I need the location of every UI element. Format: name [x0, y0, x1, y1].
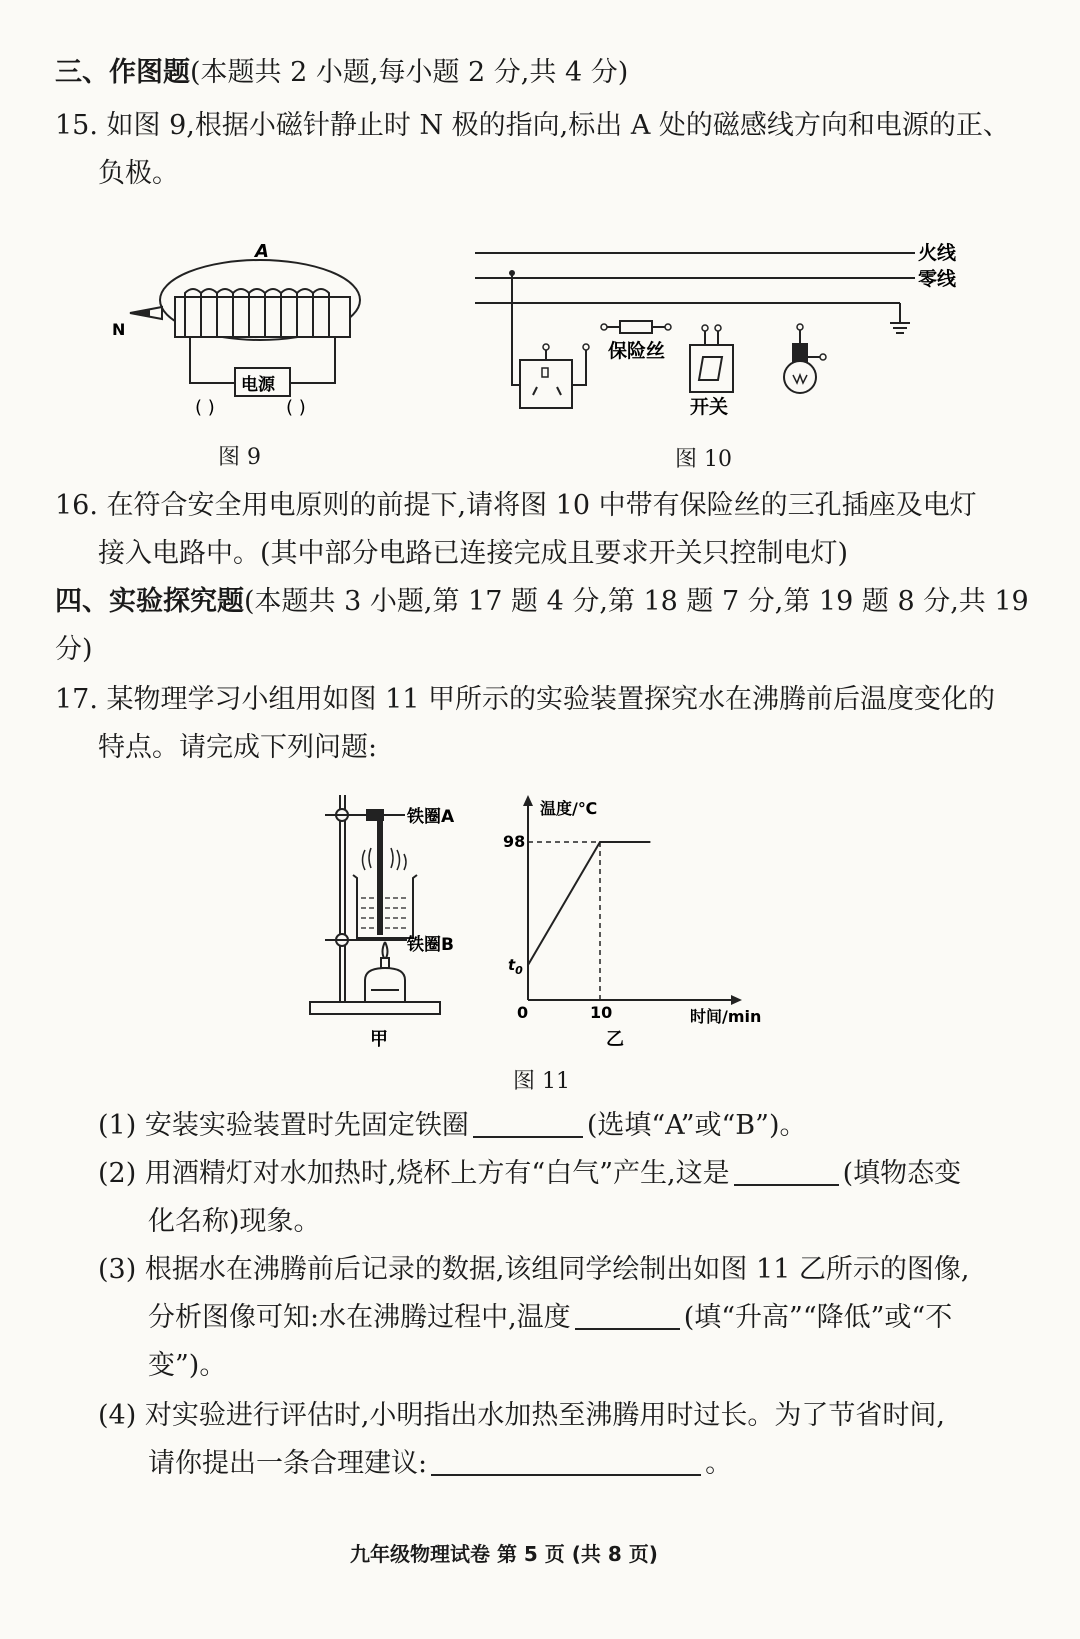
section-4-info: (本题共 3 小题,第 17 题 4 分,第 18 题 7 分,第 19 题 8 分,共 19	[244, 586, 1029, 617]
sub4-end: 。	[705, 1448, 733, 1479]
power-paren-left: ( )	[195, 397, 215, 418]
sub3-line1: (3) 根据水在沸腾前后记录的数据,该组同学绘制出如图 11 乙所示的图像,	[98, 1254, 970, 1285]
x-axis-arrow	[731, 995, 742, 1005]
sub2-hint: (填物态变	[842, 1158, 962, 1189]
figure-10	[470, 235, 990, 435]
sub2-line2: 化名称)现象。	[148, 1206, 321, 1237]
live-label: 火线	[918, 242, 957, 264]
fig9-label-n: N	[112, 320, 126, 339]
alcohol-lamp-icon	[365, 942, 405, 1002]
apparatus-label-jia: 甲	[370, 1029, 388, 1050]
temperature-line	[528, 842, 650, 965]
fig9-caption: 图 9	[218, 445, 261, 470]
figure-11-chart	[500, 790, 780, 1050]
sub1-line	[98, 1108, 1080, 1144]
sub3-text: 分析图像可知:水在沸腾过程中,温度	[148, 1302, 571, 1333]
y-axis-arrow	[523, 795, 533, 806]
steam-icon	[363, 848, 407, 870]
q15-line1: 15. 如图 9,根据小磁针静止时 N 极的指向,标出 A 处的磁感线方向和电源的正、	[55, 110, 1010, 141]
sub4-line1: (4) 对实验进行评估时,小明指出水加热至沸腾用时过长。为了节省时间,	[98, 1400, 945, 1431]
circuit-wire-right	[290, 337, 335, 383]
section-3-info: (本题共 2 小题,每小题 2 分,共 4 分)	[190, 57, 629, 88]
three-hole-socket	[520, 344, 589, 408]
ring-b-label: 铁圈B	[407, 935, 454, 955]
q17-line1: 17. 某物理学习小组用如图 11 甲所示的实验装置探究水在沸腾前后温度变化的	[55, 684, 996, 715]
switch-label: 开关	[690, 396, 729, 418]
circuit-wire	[190, 337, 235, 383]
answer-blank-2[interactable]	[734, 1156, 839, 1186]
sub4-line2	[148, 1446, 1080, 1482]
power-paren-right: ( )	[286, 397, 306, 418]
sub3-line2	[148, 1300, 1080, 1336]
page-footer: 九年级物理试卷 第 5 页 (共 8 页)	[350, 1542, 658, 1566]
fig10-caption: 图 10	[675, 447, 732, 472]
section-3-title: 三、作图题	[55, 57, 190, 88]
section-4-heading	[55, 584, 1080, 620]
section-4-info-cont: 分)	[55, 634, 93, 665]
fig9-label-a: A	[255, 241, 269, 262]
q16-line2: 接入电路中。(其中部分电路已连接完成且要求开关只控制电灯)	[98, 538, 849, 569]
socket-ground-wire	[512, 273, 520, 385]
clamp-a	[325, 809, 405, 821]
y-tick-98: 98	[503, 832, 526, 851]
clamp-b	[325, 934, 407, 946]
q17-line2: 特点。请完成下列问题:	[98, 732, 378, 763]
answer-blank-4[interactable]	[431, 1446, 701, 1476]
figure-11-apparatus	[305, 790, 485, 1085]
section-4-title: 四、实验探究题	[55, 586, 244, 617]
fuse-icon	[601, 321, 671, 333]
switch-icon	[690, 325, 733, 392]
figure-9	[100, 235, 400, 435]
answer-blank-3[interactable]	[575, 1300, 680, 1330]
fuse-label: 保险丝	[608, 340, 666, 362]
answer-blank-1[interactable]	[473, 1108, 583, 1138]
sub1-hint: (选填“A”或“B”)。	[586, 1110, 807, 1141]
y-axis-label: 温度/℃	[540, 799, 598, 818]
y-tick-t0: $t_0$	[508, 956, 523, 977]
neutral-label: 零线	[918, 268, 957, 290]
compass-needle	[130, 307, 162, 319]
origin-label: 0	[517, 1003, 529, 1022]
sub2-line	[98, 1156, 1080, 1192]
sub3-line3: 变”)。	[148, 1350, 227, 1381]
sub2-text: (2) 用酒精灯对水加热时,烧杯上方有“白气”产生,这是	[98, 1158, 730, 1189]
section-3-heading	[55, 55, 1080, 91]
chart-label-yi: 乙	[606, 1029, 624, 1050]
sub1-text: (1) 安装实验装置时先固定铁圈	[98, 1110, 469, 1141]
sub3-hint: (填“升高”“降低”或“不	[683, 1302, 953, 1333]
light-bulb-icon	[784, 324, 826, 393]
q15-line2: 负极。	[98, 158, 179, 189]
fig11-caption: 图 11	[513, 1069, 570, 1094]
x-axis-label: 时间/min	[690, 1007, 762, 1026]
q16-line1: 16. 在符合安全用电原则的前提下,请将图 10 中带有保险丝的三孔插座及电灯	[55, 490, 977, 521]
sub4-text: 请你提出一条合理建议:	[148, 1448, 428, 1479]
power-source-label: 电源	[241, 375, 275, 395]
x-tick-10: 10	[590, 1003, 613, 1022]
ground-symbol-icon	[890, 303, 910, 333]
ring-a-label: 铁圈A	[407, 807, 455, 827]
beaker	[353, 875, 417, 938]
